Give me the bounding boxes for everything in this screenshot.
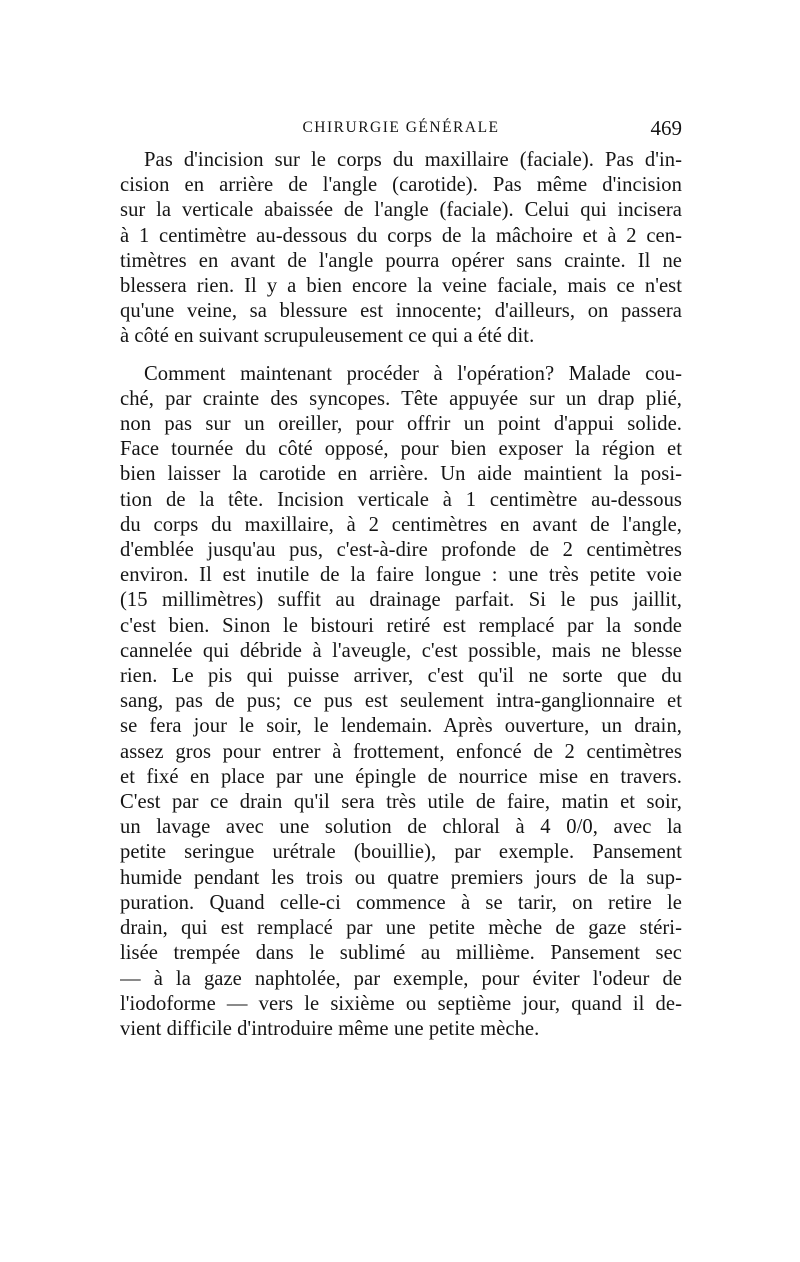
text-line: — à la gaze naphtolée, par exemple, pour éviter l'odeur de [120,967,682,990]
paragraph-1 [120,148,682,350]
text-line: Face tournée du côté opposé, pour bien exposer la région et [120,438,682,461]
running-head [120,114,682,142]
text-line: qu'une veine, sa blessure est innocente; d'ailleurs, on passera [120,300,682,323]
text-line: (15 millimètres) suffit au drainage parfait. Si le pus jaillit, [120,589,682,612]
text-line: non pas sur un oreiller, pour offrir un point d'appui solide. [120,413,682,436]
text-line: environ. Il est inutile de la faire longue : une très petite voie [120,564,682,587]
text-line: à 1 centimètre au-dessous du corps de la mâchoire et à 2 cen- [120,224,682,247]
text-line: C'est par ce drain qu'il sera très utile de faire, matin et soir, [120,791,682,814]
text-line: bien laisser la carotide en arrière. Un aide maintient la posi- [120,463,682,486]
text-line: drain, qui est remplacé par une petite mèche de gaze stéri- [120,917,682,940]
text-line: du corps du maxillaire, à 2 centimètres en avant de l'angle, [120,513,682,536]
text-line: sang, pas de pus; ce pus est seulement intra-ganglionnaire et [120,690,682,713]
text-line: se fera jour le soir, le lendemain. Après ouverture, un drain, [120,715,682,738]
paragraph-2 [120,362,682,1042]
text-line: blessera rien. Il y a bien encore la veine faciale, mais ce n'est [120,275,682,298]
text-line: lisée trempée dans le sublimé au millième. Pansement sec [120,942,682,965]
page-number: 469 [650,116,682,140]
text-line: tion de la tête. Incision verticale à 1 centimètre au-dessous [120,488,682,511]
text-line: petite seringue urétrale (bouillie), par exemple. Pansement [120,841,682,864]
header-title: CHIRURGIE GÉNÉRALE [302,119,500,136]
text-line: puration. Quand celle-ci commence à se tarir, on retire le [120,891,682,914]
text-line: Comment maintenant procéder à l'opération? Malade cou- [144,362,682,385]
text-line: Pas d'incision sur le corps du maxillaire (faciale). Pas d'in- [144,149,682,171]
text-line: cision en arrière de l'angle (carotide). Pas même d'incision [120,174,682,197]
text-line: vient difficile d'introduire même une petite mèche. [120,1017,540,1040]
text-line: humide pendant les trois ou quatre premiers jours de la sup- [120,866,682,889]
text-line: timètres en avant de l'angle pourra opérer sans crainte. Il ne [120,249,682,272]
text-line: assez gros pour entrer à frottement, enfoncé de 2 centimètres [120,740,682,763]
text-line: à côté en suivant scrupuleusement ce qui a été dit. [120,325,535,348]
text-line: rien. Le pis qui puisse arriver, c'est qu'il ne sorte que du [120,665,682,688]
text-line: ché, par crainte des syncopes. Tête appuyée sur un drap plié, [120,387,682,410]
text-line: l'iodoforme — vers le sixième ou septième jour, quand il de- [120,992,682,1015]
text-line: un lavage avec une solution de chloral à 4 0/0, avec la [120,816,682,839]
text-line: et fixé en place par une épingle de nourrice mise en travers. [120,765,682,788]
body-text [120,148,682,1042]
text-line: cannelée qui débride à l'aveugle, c'est possible, mais ne blesse [120,639,682,662]
text-line: sur la verticale abaissée de l'angle (faciale). Celui qui incisera [120,199,682,222]
text-line: d'emblée jusqu'au pus, c'est-à-dire profonde de 2 centimètres [120,539,682,562]
text-line: c'est bien. Sinon le bistouri retiré est remplacé par la sonde [120,614,682,637]
